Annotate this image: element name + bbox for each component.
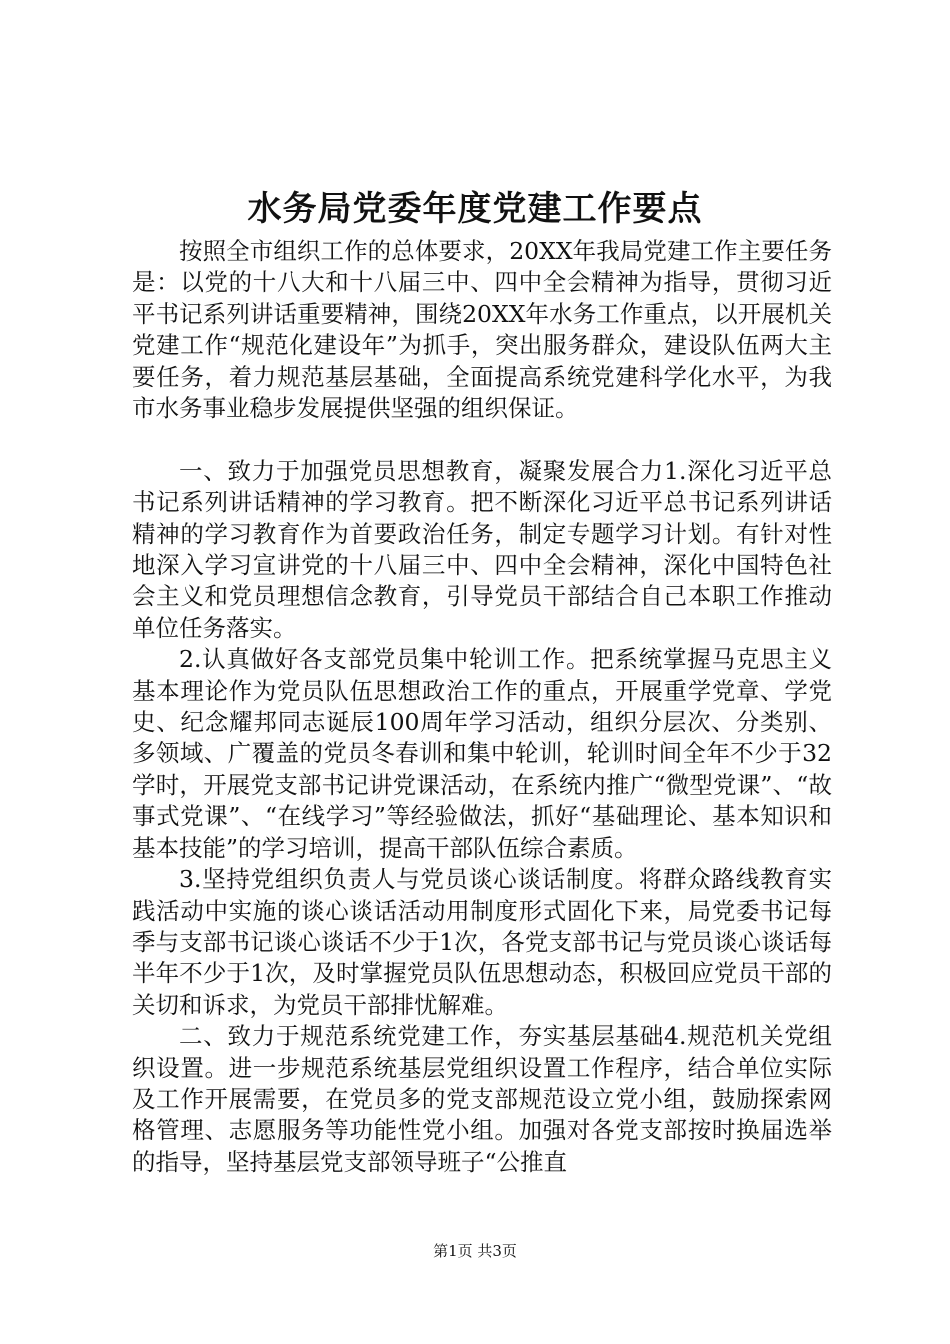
paragraph-section-1: 一、致力于加强党员思想教育，凝聚发展合力1.深化习近平总书记系列讲话精神的学习教育。把不断深化习近平总书记系列讲话精神的学习教育作为首要政治任务，制定专题学习计划。有针对性地深入学习宣讲党的十八届三中、四中全会精神，深化中国特色社会主义和党员理想信念教育，引导党员干部结合自己本职工作推动单位任务落实。	[132, 456, 832, 642]
paragraph-spacer	[132, 424, 832, 455]
paragraph-item-3: 3.坚持党组织负责人与党员谈心谈话制度。将群众路线教育实践活动中实施的谈心谈话活动用制度形式固化下来，局党委书记每季与支部书记谈心谈话不少于1次，各党支部书记与党员谈心谈话每半年不少于1次，及时掌握党员队伍思想动态，积极回应党员干部的关切和诉求，为党员干部排忧解难。	[132, 865, 832, 1019]
paragraph-intro: 按照全市组织工作的总体要求，20XX年我局党建工作主要任务是：以党的十八大和十八届三中、四中全会精神为指导，贯彻习近平书记系列讲话重要精神，围绕20XX年水务工作重点，以开展机关党建工作“规范化建设年”为抓手，突出服务群众，建设队伍两大主要任务，着力规范基层基础，全面提高系统党建科学化水平，为我市水务事业稳步发展提供坚强的组织保证。	[132, 237, 832, 423]
page-number-footer: 第1页 共3页	[433, 1242, 517, 1260]
document-body	[132, 236, 832, 1178]
document-title: 水务局党委年度党建工作要点	[247, 189, 703, 229]
paragraph-section-2: 二、致力于规范系统党建工作，夯实基层基础4.规范机关党组织设置。进一步规范系统基层党组织设置工作程序，结合单位实际及工作开展需要，在党员多的党支部规范设立党小组，鼓励探索网格管理、志愿服务等功能性党小组。加强对各党支部按时换届选举的指导，坚持基层党支部领导班子“公推直	[132, 1022, 832, 1176]
paragraph-item-2: 2.认真做好各支部党员集中轮训工作。把系统掌握马克思主义基本理论作为党员队伍思想政治工作的重点，开展重学党章、学党史、纪念耀邦同志诞辰100周年学习活动，组织分层次、分类别、多领域、广覆盖的党员冬春训和集中轮训，轮训时间全年不少于32学时，开展党支部书记讲党课活动，在系统内推广“微型党课”、“故事式党课”、“在线学习”等经验做法，抓好“基础理论、基本知识和基本技能”的学习培训，提高干部队伍综合素质。	[132, 645, 832, 862]
